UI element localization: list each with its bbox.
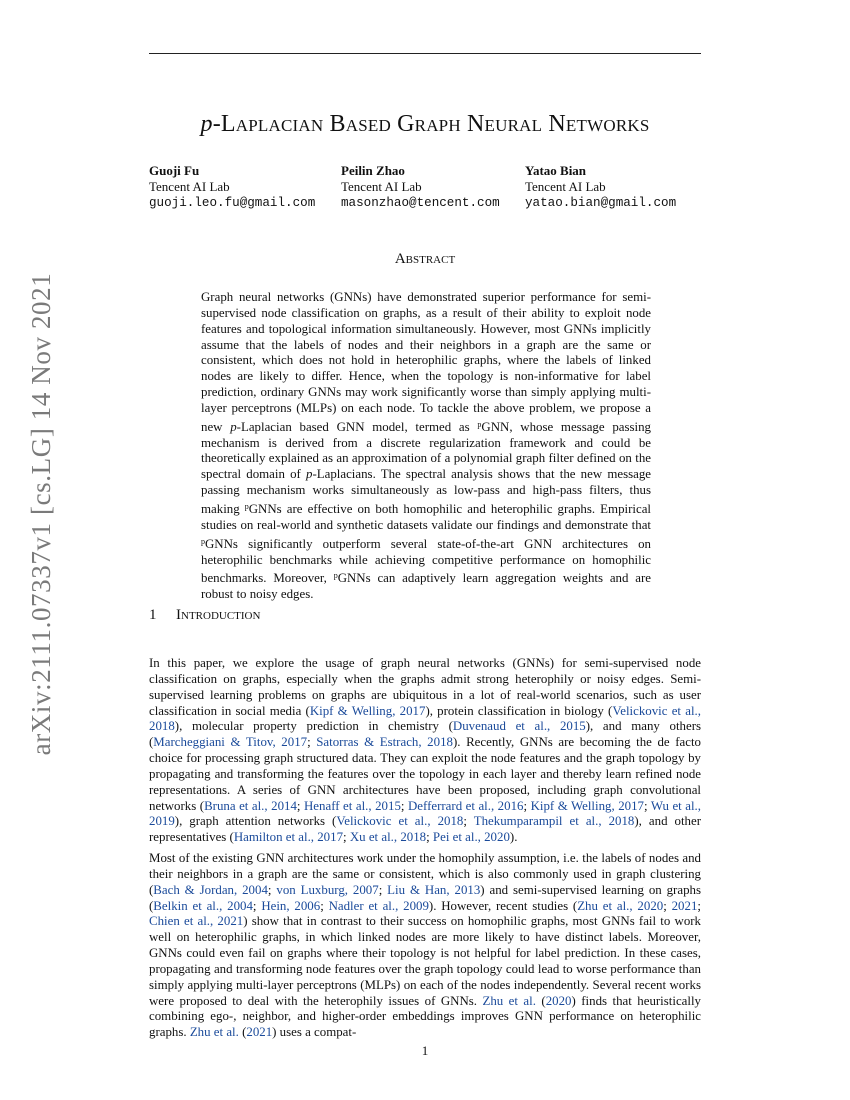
- citation-link[interactable]: Satorras & Estrach, 2018: [316, 735, 453, 750]
- paper-title: [0, 111, 850, 138]
- title-p: p: [200, 111, 213, 137]
- author-name: Yatao Bian: [525, 163, 587, 178]
- citation-link[interactable]: Zhu et al.: [482, 993, 536, 1008]
- citation-link[interactable]: Velickovic et al., 2018: [149, 703, 701, 734]
- abstract-superscript-p: p: [244, 501, 249, 511]
- citation-link[interactable]: Henaff et al., 2015: [304, 798, 401, 813]
- abstract-text: -Laplacians. The spectral analysis shows that the new message passing mechanism works simultaneously as low-pass and high-pass filters, thus making: [201, 467, 651, 516]
- citation-link[interactable]: Kipf & Welling, 2017: [309, 703, 426, 718]
- abstract-superscript-p: p: [201, 536, 205, 546]
- page-number: 1: [421, 1043, 429, 1058]
- intro-paragraph-2: [149, 851, 701, 1041]
- body-text: ;: [378, 882, 388, 897]
- abstract-text: GNNs are effective on both homophilic and heterophilic graphs. Empirical studies on real-world and synthetic datasets validate our findings and demonstrate that: [201, 501, 651, 532]
- author-email: guoji.leo.fu@gmail.com: [149, 196, 316, 211]
- body-text: ) finds that heuristically combining ego-, neighbor, and higher-order embeddings improves GNN performance on heterophilic graphs.: [149, 993, 701, 1040]
- abstract-math-p: p: [306, 467, 313, 482]
- intro-paragraph-1: [149, 656, 701, 846]
- body-text: ;: [463, 814, 474, 829]
- citation-link[interactable]: Defferrard et al., 2016: [407, 798, 524, 813]
- body-text: ). However, recent studies (: [428, 898, 578, 913]
- abstract-math-p: p: [230, 419, 237, 434]
- author-affiliation: Tencent AI Lab: [149, 179, 230, 195]
- body-text: ;: [697, 898, 701, 913]
- body-text: ;: [296, 798, 304, 813]
- abstract-text: GNN, whose message passing mechanism is derived from a discrete regularization framework and could be theoretically explained as an approximation of a polynomial graph filter defined on the spectral domain of: [201, 419, 651, 482]
- body-text: ;: [320, 898, 329, 913]
- body-text: ), and other representatives (: [149, 814, 702, 845]
- body-text: ) and semi-supervised learning on graphs (: [149, 882, 701, 913]
- abstract-body: [201, 290, 651, 603]
- citation-link[interactable]: Wu et al., 2019: [149, 798, 701, 829]
- citation-link[interactable]: 2020: [545, 993, 572, 1008]
- body-text: (: [238, 1025, 247, 1040]
- body-text: ;: [267, 882, 277, 897]
- citation-link[interactable]: Velickovic et al., 2018: [336, 814, 464, 829]
- citation-link[interactable]: Thekumparampil et al., 2018: [473, 814, 635, 829]
- body-text: ), graph attention networks (: [174, 814, 337, 829]
- citation-link[interactable]: Zhu et al., 2020: [577, 898, 664, 913]
- body-text: ). Recently, GNNs are becoming the de facto choice for processing graph structured data. They can exploit the node features and the graph topology by propagating and transforming the features over the topology in each layer and thereby learn refined node representations. A series of GNN architectures have been proposed, including graph convolutional networks (: [149, 735, 702, 813]
- citation-link[interactable]: Pei et al., 2020: [432, 830, 510, 845]
- body-text: ;: [426, 830, 433, 845]
- citation-link[interactable]: Xu et al., 2018: [349, 830, 427, 845]
- body-text: ), molecular property prediction in chemistry (: [174, 719, 453, 734]
- body-text: In this paper, we explore the usage of graph neural networks (GNNs) for semi-supervised node classification on graphs, especially when the graphs admit strong heterophily or noisy edges. Semi-supervised learning problems on graphs are ubiquitous in a lot of real-world scenarios, such as user classification in social media (: [149, 656, 701, 718]
- citation-link[interactable]: Bach & Jordan, 2004: [153, 882, 268, 897]
- abstract-superscript-p: p: [477, 419, 482, 429]
- abstract-text: Graph neural networks (GNNs) have demonstrated superior performance for semi-supervised node classification on graphs, as a result of their ability to exploit node features and topological information simultaneously. However, most GNNs implicitly assume that the labels of nodes and their neighbors in a graph are the same or consistent, which does not hold in heterophilic graphs, where the labels of linked nodes are likely to differ. Hence, when the topology is non-informative for label prediction, ordinary GNNs may work significantly worse than simply applying multi-layer perceptrons (MLPs) on each node. To tackle the above problem, we propose a new: [201, 290, 651, 434]
- citation-link[interactable]: Duvenaud et al., 2015: [452, 719, 586, 734]
- body-text: Most of the existing GNN architectures work under the homophily assumption, i.e. the labels of nodes and their neighbors in a graph are the same or consistent, which is also commonly used in graph clustering (: [149, 851, 701, 897]
- abstract-superscript-p: p: [333, 571, 338, 581]
- body-text: ;: [523, 798, 531, 813]
- body-text: (: [535, 993, 546, 1008]
- abstract-heading: Abstract: [394, 251, 456, 267]
- author-block-2: [341, 163, 500, 212]
- arxiv-stamp: arXiv:2111.07337v1 [cs.LG] 14 Nov 2021: [26, 272, 56, 756]
- title-text: -Laplacian Based Graph Neural Networks: [212, 111, 650, 137]
- author-affiliation: Tencent AI Lab: [525, 179, 606, 195]
- citation-link[interactable]: Belkin et al., 2004: [153, 898, 253, 913]
- author-name: Guoji Fu: [149, 163, 200, 178]
- section-title: Introduction: [176, 607, 261, 623]
- author-block-1: [149, 163, 315, 212]
- body-text: ).: [509, 830, 518, 845]
- body-text: ;: [307, 735, 317, 750]
- citation-link[interactable]: 2021: [246, 1025, 273, 1040]
- citation-link[interactable]: von Luxburg, 2007: [276, 882, 379, 897]
- citation-link[interactable]: Marcheggiani & Titov, 2017: [153, 735, 308, 750]
- abstract-text: GNNs significantly outperform several state-of-the-art GNN architectures on heterophilic benchmarks while achieving competitive performance on homophilic benchmarks. Moreover,: [201, 536, 651, 586]
- citation-link[interactable]: 2021: [671, 898, 698, 913]
- citation-link[interactable]: Bruna et al., 2014: [204, 798, 297, 813]
- body-text: ;: [252, 898, 262, 913]
- abstract-text: GNNs can adaptively learn aggregation weights and are robust to noisy edges.: [201, 571, 651, 602]
- author-affiliation: Tencent AI Lab: [341, 179, 422, 195]
- citation-link[interactable]: Kipf & Welling, 2017: [530, 798, 644, 813]
- body-text: ) uses a compat-: [272, 1025, 357, 1040]
- body-text: ), and many others (: [149, 719, 701, 750]
- body-text: ), protein classification in biology (: [425, 703, 613, 718]
- body-text: ;: [343, 830, 350, 845]
- body-text: ;: [643, 798, 651, 813]
- top-rule: [149, 53, 701, 54]
- body-text: ) show that in contrast to their success on homophilic graphs, most GNNs fail to work well on heterophilic graphs, in which linked nodes are more likely to have distinct labels. Moreover, GNNs could even fail on graphs where their topology is not helpful for label prediction. In these cases, propagating and transforming node features over the graph topology could lead to worse performance than simply applying multi-layer perceptrons (MLPs) on each of the nodes independently. Several recent works were proposed to deal with the heterophily issues of GNNs.: [149, 914, 702, 1008]
- author-block-3: [525, 163, 676, 212]
- author-email: yatao.bian@gmail.com: [525, 196, 677, 211]
- citation-link[interactable]: Chien et al., 2021: [149, 914, 244, 929]
- section-number: 1: [149, 607, 157, 623]
- body-text: ;: [400, 798, 408, 813]
- abstract-text: -Laplacian based GNN model, termed as: [236, 419, 470, 434]
- citation-link[interactable]: Hein, 2006: [261, 898, 321, 913]
- body-text: ;: [663, 898, 672, 913]
- section-heading: [149, 607, 260, 624]
- author-email: masonzhao@tencent.com: [341, 196, 500, 211]
- author-name: Peilin Zhao: [341, 163, 405, 178]
- citation-link[interactable]: Hamilton et al., 2017: [233, 830, 344, 845]
- citation-link[interactable]: Liu & Han, 2013: [387, 882, 481, 897]
- citation-link[interactable]: Zhu et al.: [189, 1025, 239, 1040]
- citation-link[interactable]: Nadler et al., 2009: [328, 898, 429, 913]
